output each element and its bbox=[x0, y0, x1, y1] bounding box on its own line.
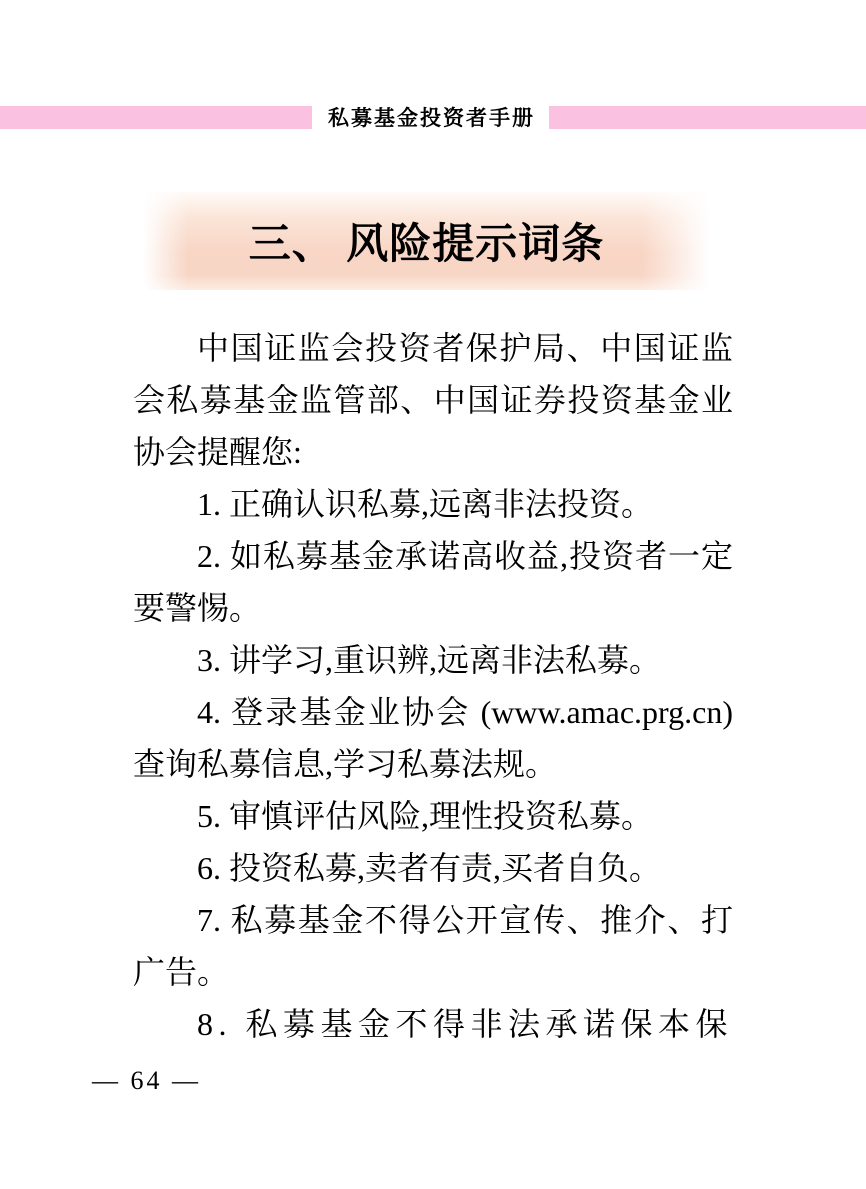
list-item-1: 1. 正确认识私募,远离非法投资。 bbox=[197, 486, 654, 522]
list-item-6: 6. 投资私募,卖者有责,买者自负。 bbox=[197, 850, 662, 886]
list-item-8: 8. 私募基金不得非法承诺保本保 bbox=[197, 1006, 734, 1042]
body-text bbox=[133, 322, 733, 1050]
running-header bbox=[0, 105, 866, 129]
list-item-7: 7. 私募基金不得公开宣传、推介、打广告。 bbox=[133, 902, 733, 990]
running-header-title: 私募基金投资者手册 bbox=[328, 107, 535, 130]
list-item-5: 5. 审慎评估风险,理性投资私募。 bbox=[197, 798, 654, 834]
intro-paragraph: 中国证监会投资者保护局、中国证监会私募基金监管部、中国证券投资基金业协会提醒您: bbox=[133, 330, 733, 470]
list-item-3: 3. 讲学习,重识辨,远离非法私募。 bbox=[197, 642, 662, 678]
section-title-banner bbox=[143, 192, 710, 290]
header-rule-right bbox=[549, 106, 866, 129]
list-item-4: 4. 登录基金业协会 (www.amac.prg.cn) 查询私募信息,学习私募法规。 bbox=[133, 694, 733, 782]
header-rule-left bbox=[0, 106, 312, 129]
page-number: — 64 — bbox=[92, 1066, 201, 1095]
list-item-2: 2. 如私募基金承诺高收益,投资者一定要警惕。 bbox=[133, 538, 733, 626]
section-title: 三、 风险提示词条 bbox=[248, 222, 605, 268]
